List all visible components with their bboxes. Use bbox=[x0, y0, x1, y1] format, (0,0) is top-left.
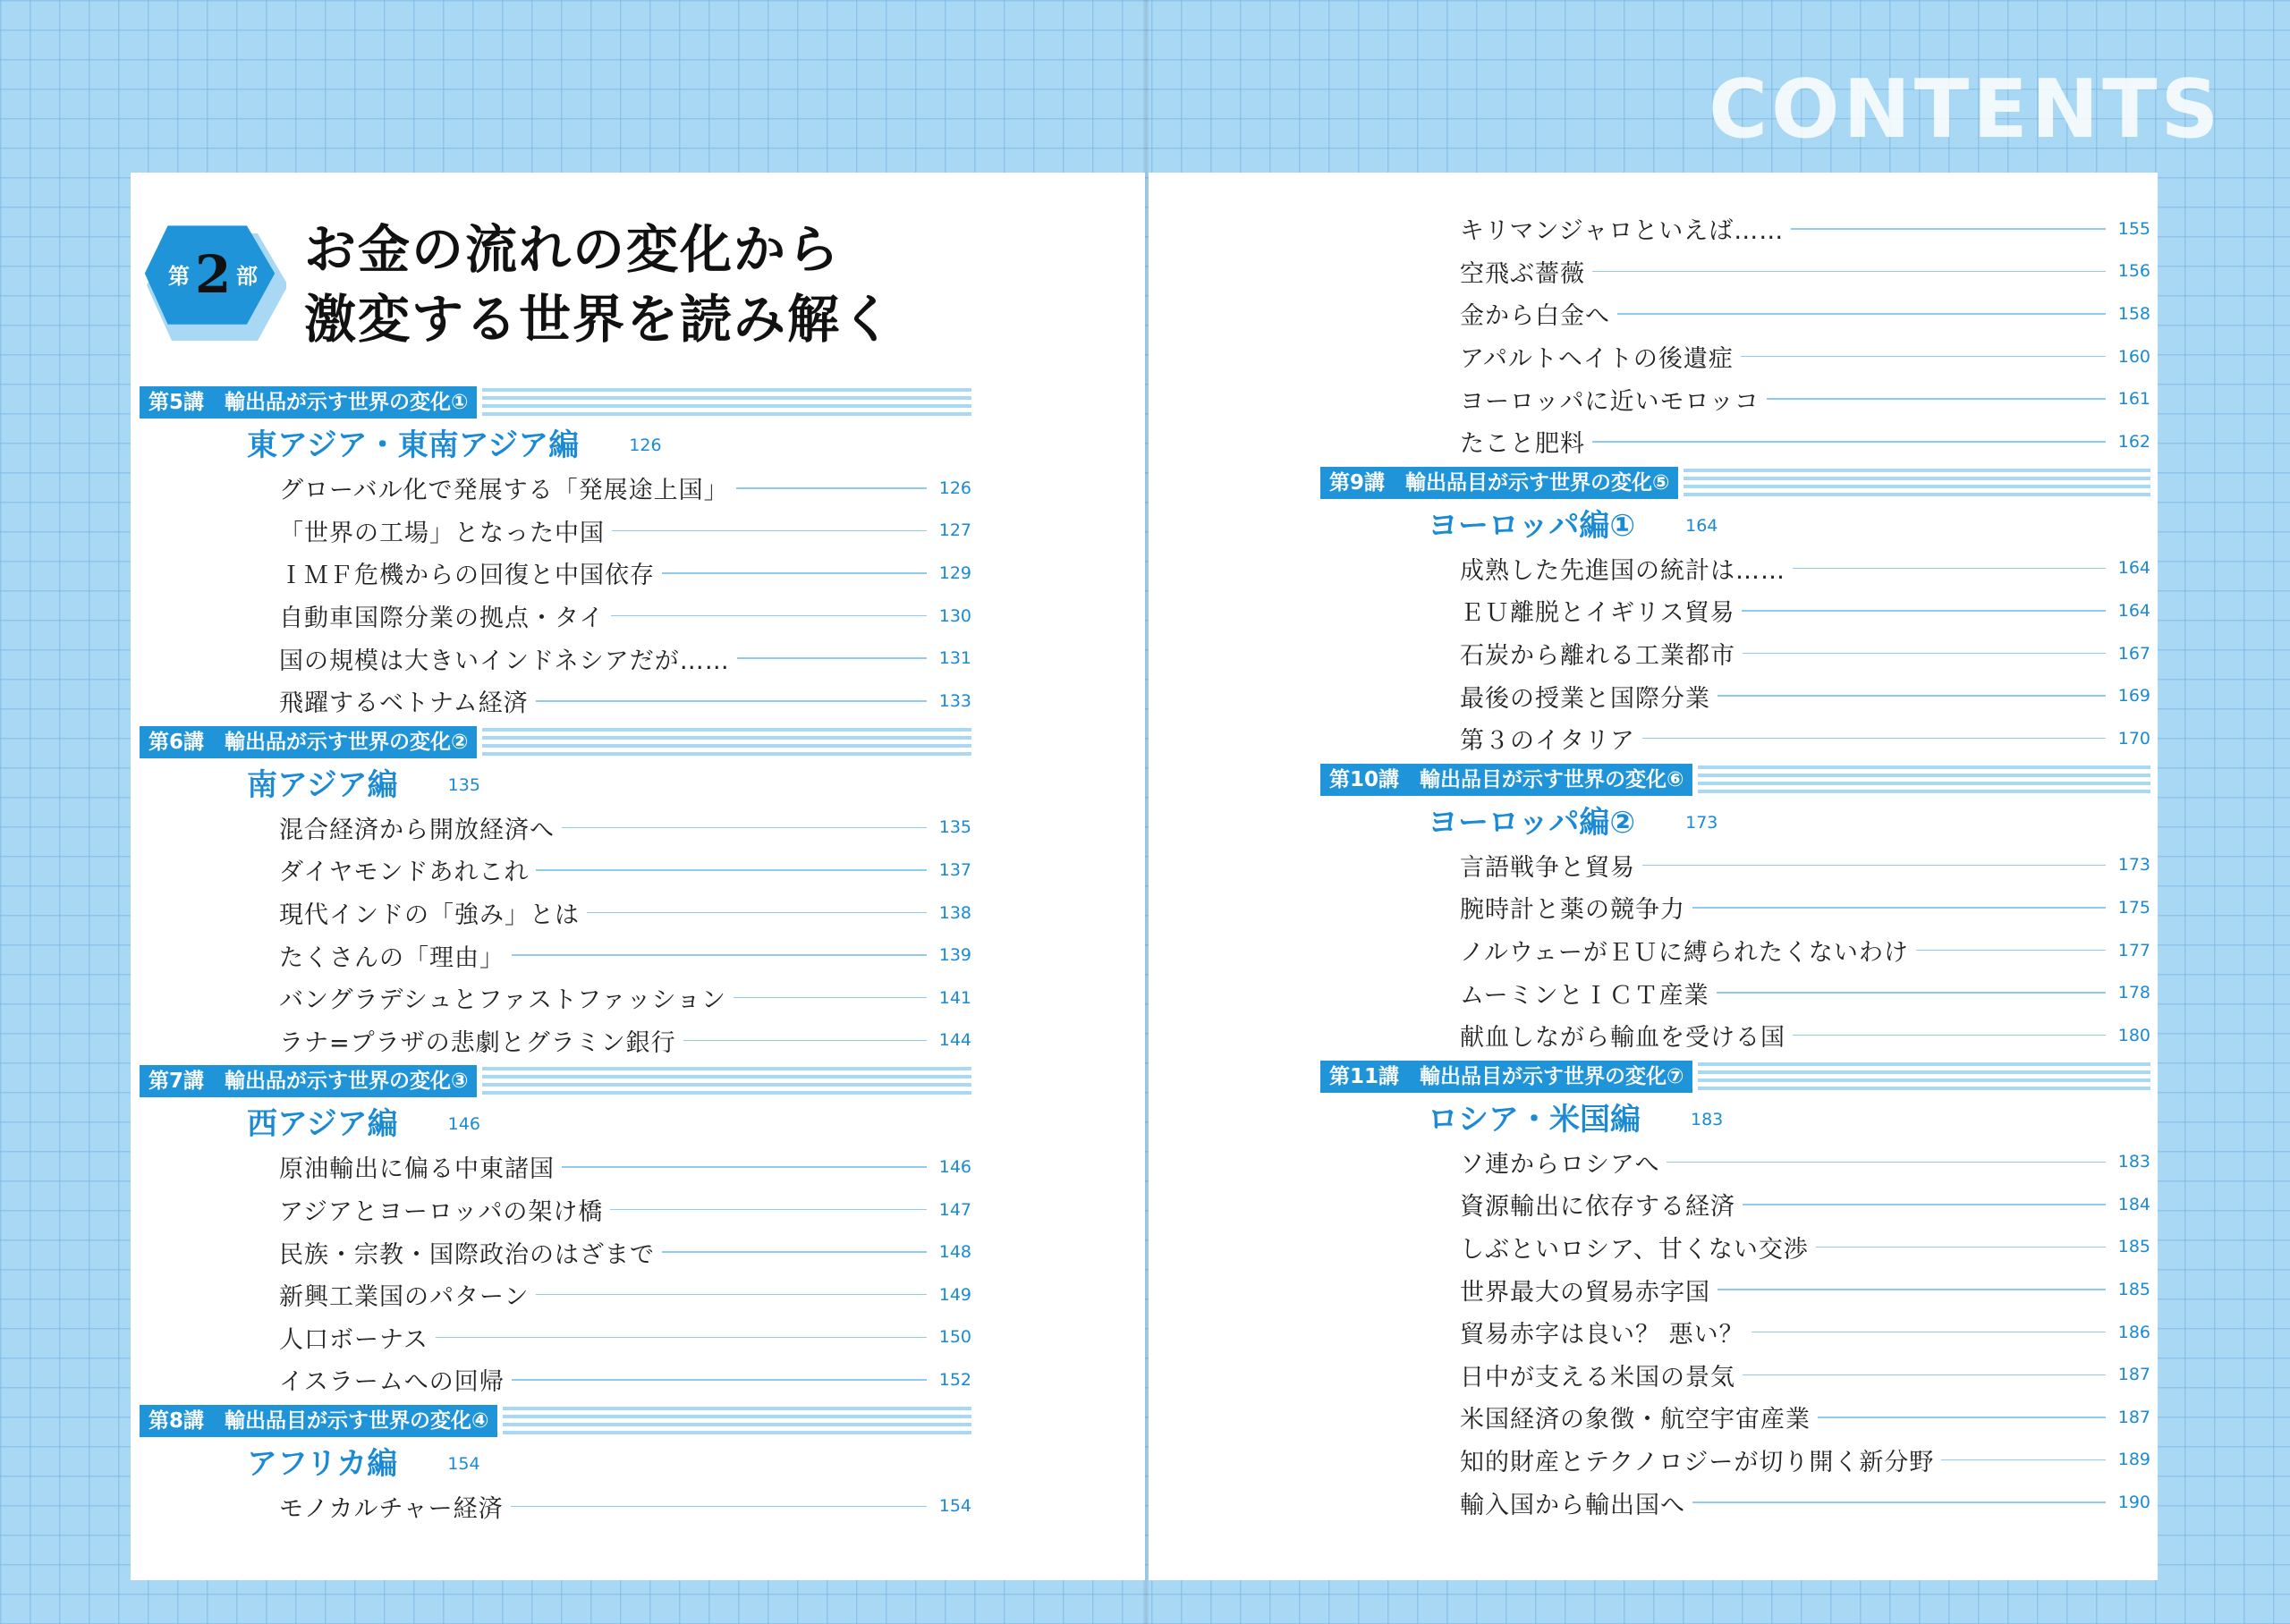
toc-leader-line bbox=[1592, 271, 2106, 273]
toc-entry[interactable] bbox=[1320, 886, 2150, 929]
toc-entry[interactable] bbox=[1320, 292, 2150, 335]
toc-entry-title: ラナ=プラザの悲劇とグラミン銀行 bbox=[279, 1028, 676, 1057]
toc-entry-title: 石炭から離れる工業都市 bbox=[1460, 642, 1735, 671]
toc-entry-title: 飛躍するベトナム経済 bbox=[279, 689, 529, 718]
toc-entry-title: 日中が支える米国の景気 bbox=[1460, 1363, 1735, 1391]
toc-leader-line bbox=[1718, 1289, 2106, 1290]
toc-entry[interactable] bbox=[140, 1188, 971, 1231]
left-toc-column bbox=[140, 383, 971, 1527]
toc-entry-page: 167 bbox=[2117, 643, 2150, 664]
region-name: 東アジア・東南アジア編 bbox=[247, 427, 580, 463]
toc-leader-line bbox=[1743, 1204, 2106, 1205]
toc-entry-title: 第３のイタリア bbox=[1460, 727, 1635, 756]
toc-entry-page: 185 bbox=[2117, 1237, 2150, 1257]
toc-entry-title: 貿易赤字は良い？ 悪い？ bbox=[1460, 1321, 1744, 1349]
region-page: 154 bbox=[447, 1453, 480, 1474]
toc-entry-page: 152 bbox=[938, 1369, 971, 1390]
toc-entry-title: 米国経済の象徴・航空宇宙産業 bbox=[1460, 1406, 1811, 1434]
toc-entry[interactable] bbox=[1320, 1353, 2150, 1396]
part-number: 2 bbox=[195, 244, 232, 305]
toc-leader-line bbox=[1767, 398, 2106, 400]
lecture-header bbox=[140, 1405, 971, 1442]
toc-entry-page: 173 bbox=[2117, 855, 2150, 875]
toc-entry[interactable] bbox=[1320, 207, 2150, 250]
toc-entry-page: 147 bbox=[938, 1199, 971, 1220]
lecture-stripe bbox=[1698, 1062, 2150, 1093]
toc-entry-title: ダイヤモンドあれこれ bbox=[279, 859, 530, 887]
toc-entry[interactable] bbox=[140, 892, 971, 935]
toc-leader-line bbox=[1818, 1417, 2106, 1418]
toc-leader-line bbox=[512, 954, 927, 956]
toc-entry-title: 献血しながら輸血を受ける国 bbox=[1460, 1024, 1785, 1053]
lecture-label: 第11講 輸出品目が示す世界の変化⑦ bbox=[1320, 1061, 1692, 1093]
lecture-stripe bbox=[1684, 469, 2150, 499]
region-name: ロシア・米国編 bbox=[1428, 1101, 1641, 1138]
toc-entry[interactable] bbox=[1320, 929, 2150, 972]
toc-entry-title: 原油輸出に偏る中東諸国 bbox=[279, 1155, 555, 1184]
toc-entry[interactable] bbox=[1320, 1481, 2150, 1524]
toc-entry-title: 知的財産とテクノロジーが切り開く新分野 bbox=[1460, 1448, 1935, 1476]
toc-leader-line bbox=[536, 1294, 927, 1296]
toc-entry-title: 民族・宗教・国際政治のはざまで bbox=[279, 1240, 655, 1269]
toc-entry-page: 126 bbox=[938, 478, 971, 498]
toc-leader-line bbox=[612, 530, 927, 532]
toc-leader-line bbox=[1791, 228, 2106, 230]
region-page: 173 bbox=[1685, 812, 1718, 833]
toc-entry-title: 新興工業国のパターン bbox=[279, 1283, 530, 1312]
part-title bbox=[304, 215, 895, 354]
lecture-label: 第8講 輸出品目が示す世界の変化④ bbox=[140, 1405, 497, 1437]
lecture-label: 第7講 輸出品が示す世界の変化③ bbox=[140, 1065, 477, 1097]
toc-entry-title: 自動車国際分業の拠点・タイ bbox=[279, 605, 605, 633]
region-heading bbox=[140, 424, 971, 467]
toc-entry-page: 146 bbox=[938, 1156, 971, 1177]
toc-entry-title: モノカルチャー経済 bbox=[279, 1494, 504, 1523]
region-name: ヨーロッパ編① bbox=[1428, 507, 1636, 544]
region-heading bbox=[1320, 1098, 2150, 1141]
toc-leader-line bbox=[1751, 1332, 2106, 1333]
toc-entry[interactable] bbox=[140, 680, 971, 723]
toc-entry[interactable] bbox=[1320, 674, 2150, 717]
toc-entry-title: ＩＭＦ危機からの回復と中国依存 bbox=[279, 562, 655, 590]
toc-entry-title: 混合経済から開放経済へ bbox=[279, 816, 555, 844]
toc-entry-title: 金から白金へ bbox=[1460, 302, 1610, 331]
toc-entry[interactable] bbox=[140, 934, 971, 977]
toc-leader-line bbox=[1916, 950, 2106, 952]
toc-leader-line bbox=[1742, 610, 2106, 612]
toc-leader-line bbox=[1743, 653, 2106, 655]
toc-leader-line bbox=[737, 657, 927, 659]
toc-leader-line bbox=[1743, 1374, 2106, 1376]
toc-entry[interactable] bbox=[140, 1019, 971, 1062]
lecture-header bbox=[1320, 467, 2150, 504]
toc-entry-title: ノルウェーがＥＵに縛られたくないわけ bbox=[1460, 939, 1909, 968]
part-title-line2: 激変する世界を読み解く bbox=[304, 289, 895, 350]
right-toc-column bbox=[1320, 207, 2150, 1524]
lecture-label: 第10講 輸出品目が示す世界の変化⑥ bbox=[1320, 764, 1692, 796]
lecture-stripe bbox=[503, 1407, 971, 1437]
toc-entry[interactable] bbox=[1320, 1396, 2150, 1439]
toc-entry[interactable] bbox=[140, 977, 971, 1019]
toc-leader-line bbox=[662, 572, 927, 574]
toc-entry-page: 148 bbox=[938, 1242, 971, 1263]
toc-entry-title: たこと肥料 bbox=[1460, 430, 1585, 459]
part-title-line1: お金の流れの変化から bbox=[304, 219, 842, 280]
lecture-stripe bbox=[482, 388, 971, 419]
toc-entry-page: 150 bbox=[938, 1327, 971, 1348]
toc-leader-line bbox=[1793, 1035, 2106, 1036]
region-name: ヨーロッパ編② bbox=[1428, 804, 1636, 841]
lecture-header bbox=[140, 726, 971, 764]
toc-entry-page: 187 bbox=[2117, 1365, 2150, 1385]
toc-leader-line bbox=[610, 1209, 927, 1211]
toc-entry[interactable] bbox=[1320, 1141, 2150, 1184]
toc-leader-line bbox=[1941, 1459, 2106, 1461]
toc-leader-line bbox=[734, 997, 927, 999]
lecture-stripe bbox=[482, 1067, 971, 1097]
toc-entry-page: 138 bbox=[938, 902, 971, 923]
toc-entry[interactable] bbox=[1320, 547, 2150, 590]
toc-leader-line bbox=[1816, 1247, 2106, 1248]
toc-entry-title: ＥＵ離脱とイギリス貿易 bbox=[1460, 599, 1735, 628]
toc-entry-page: 175 bbox=[2117, 897, 2150, 918]
toc-leader-line bbox=[1793, 568, 2106, 570]
toc-entry[interactable] bbox=[140, 552, 971, 595]
region-page: 183 bbox=[1691, 1109, 1724, 1129]
region-heading bbox=[140, 1103, 971, 1146]
region-name: 南アジア編 bbox=[247, 766, 398, 803]
toc-entry-page: 131 bbox=[938, 648, 971, 669]
toc-entry-page: 170 bbox=[2117, 728, 2150, 749]
toc-leader-line bbox=[683, 1040, 927, 1042]
lecture-stripe bbox=[482, 728, 971, 758]
region-page: 146 bbox=[447, 1114, 480, 1135]
toc-entry-title: グローバル化で発展する「発展途上国」 bbox=[279, 477, 729, 505]
contents-heading: CONTENTS bbox=[1709, 63, 2223, 156]
toc-entry-page: 164 bbox=[2117, 558, 2150, 579]
toc-entry-page: 187 bbox=[2117, 1407, 2150, 1427]
toc-entry[interactable] bbox=[1320, 250, 2150, 293]
toc-leader-line bbox=[1617, 313, 2106, 315]
toc-entry-title: ヨーロッパに近いモロッコ bbox=[1460, 387, 1760, 416]
toc-entry[interactable] bbox=[1320, 1014, 2150, 1057]
toc-entry-page: 141 bbox=[938, 987, 971, 1008]
toc-leader-line bbox=[1741, 356, 2106, 358]
toc-entry-page: 162 bbox=[2117, 431, 2150, 452]
toc-entry-page: 139 bbox=[938, 945, 971, 966]
region-page: 135 bbox=[447, 774, 480, 795]
toc-entry[interactable] bbox=[1320, 717, 2150, 760]
toc-leader-line bbox=[536, 869, 927, 871]
toc-leader-line bbox=[1592, 441, 2106, 443]
toc-entry-page: 133 bbox=[938, 690, 971, 711]
toc-entry-page: 184 bbox=[2117, 1194, 2150, 1214]
toc-entry[interactable] bbox=[1320, 632, 2150, 675]
toc-leader-line bbox=[512, 1379, 927, 1381]
region-heading bbox=[140, 764, 971, 807]
toc-entry-title: 腕時計と薬の競争力 bbox=[1460, 896, 1685, 925]
toc-entry-title: バングラデシュとファストファッション bbox=[279, 986, 726, 1015]
toc-entry-title: ソ連からロシアへ bbox=[1460, 1150, 1660, 1179]
toc-entry-page: 130 bbox=[938, 605, 971, 626]
toc-entry-page: 169 bbox=[2117, 686, 2150, 706]
toc-leader-line bbox=[736, 487, 927, 489]
toc-entry-page: 149 bbox=[938, 1284, 971, 1305]
toc-entry-page: 180 bbox=[2117, 1025, 2150, 1045]
toc-leader-line bbox=[562, 827, 927, 829]
toc-entry-title: 成熟した先進国の統計は…… bbox=[1460, 556, 1785, 585]
part-badge bbox=[143, 219, 286, 344]
toc-entry-title: 輸入国から輸出国へ bbox=[1460, 1491, 1685, 1519]
toc-entry-page: 137 bbox=[938, 859, 971, 880]
toc-entry-page: 144 bbox=[938, 1030, 971, 1051]
toc-entry-title: 世界最大の貿易赤字国 bbox=[1460, 1278, 1710, 1307]
toc-entry-page: 189 bbox=[2117, 1450, 2150, 1470]
lecture-header bbox=[1320, 764, 2150, 801]
toc-entry-page: 129 bbox=[938, 562, 971, 583]
region-page: 164 bbox=[1685, 515, 1718, 536]
region-heading bbox=[1320, 504, 2150, 547]
toc-entry-page: 135 bbox=[938, 817, 971, 838]
toc-entry-page: 164 bbox=[2117, 600, 2150, 621]
toc-entry[interactable] bbox=[140, 510, 971, 553]
toc-entry-title: 最後の授業と国際分業 bbox=[1460, 684, 1710, 713]
toc-leader-line bbox=[436, 1337, 927, 1339]
toc-entry-page: 178 bbox=[2117, 983, 2150, 1003]
toc-entry-title: 空飛ぶ薔薇 bbox=[1460, 259, 1585, 288]
toc-entry[interactable] bbox=[140, 1316, 971, 1359]
region-heading bbox=[1320, 801, 2150, 844]
toc-entry-title: 資源輸出に依存する経済 bbox=[1460, 1193, 1735, 1222]
toc-entry[interactable] bbox=[1320, 844, 2150, 887]
toc-entry-page: 190 bbox=[2117, 1493, 2150, 1513]
toc-entry-title: アジアとヨーロッパの架け橋 bbox=[279, 1198, 604, 1227]
lecture-label: 第9講 輸出品目が示す世界の変化⑤ bbox=[1320, 467, 1678, 499]
region-name: 西アジア編 bbox=[247, 1106, 398, 1143]
region-page: 126 bbox=[629, 436, 662, 455]
toc-entry[interactable] bbox=[1320, 589, 2150, 632]
lecture-label: 第6講 輸出品が示す世界の変化② bbox=[140, 726, 477, 758]
toc-entry-page: 127 bbox=[938, 520, 971, 541]
lecture-label: 第5講 輸出品が示す世界の変化① bbox=[140, 386, 477, 419]
toc-entry[interactable] bbox=[140, 1358, 971, 1401]
toc-entry[interactable] bbox=[1320, 420, 2150, 463]
toc-entry-page: 155 bbox=[2117, 218, 2150, 239]
toc-entry-page: 161 bbox=[2117, 389, 2150, 410]
toc-entry-page: 156 bbox=[2117, 261, 2150, 282]
lecture-header bbox=[140, 386, 971, 424]
toc-leader-line bbox=[1642, 738, 2106, 740]
toc-entry[interactable] bbox=[140, 849, 971, 892]
toc-entry[interactable] bbox=[140, 467, 971, 510]
toc-entry[interactable] bbox=[1320, 1183, 2150, 1226]
toc-entry[interactable] bbox=[1320, 1268, 2150, 1311]
toc-leader-line bbox=[1642, 865, 2106, 867]
toc-entry[interactable] bbox=[140, 807, 971, 850]
toc-leader-line bbox=[536, 700, 927, 702]
toc-entry[interactable] bbox=[1320, 1439, 2150, 1482]
toc-entry-title: 現代インドの「強み」とは bbox=[279, 901, 580, 930]
toc-entry-page: 177 bbox=[2117, 940, 2150, 960]
toc-entry[interactable] bbox=[1320, 1311, 2150, 1354]
toc-entry-title: キリマンジャロといえば…… bbox=[1460, 217, 1785, 246]
toc-entry[interactable] bbox=[140, 1231, 971, 1273]
toc-leader-line bbox=[1692, 907, 2106, 909]
toc-entry[interactable] bbox=[140, 1485, 971, 1528]
toc-entry-title: 国の規模は大きいインドネシアだが…… bbox=[279, 647, 730, 675]
region-name: アフリカ編 bbox=[247, 1445, 398, 1482]
toc-leader-line bbox=[1718, 695, 2106, 697]
toc-entry[interactable] bbox=[1320, 1226, 2150, 1269]
toc-leader-line bbox=[662, 1251, 927, 1253]
toc-entry-title: しぶといロシア、甘くない交渉 bbox=[1460, 1235, 1809, 1264]
toc-entry-page: 158 bbox=[2117, 303, 2150, 324]
toc-entry[interactable] bbox=[140, 637, 971, 680]
toc-leader-line bbox=[611, 615, 927, 617]
toc-leader-line bbox=[1667, 1162, 2106, 1163]
toc-entry-page: 154 bbox=[938, 1496, 971, 1517]
toc-entry-title: イスラームへの回帰 bbox=[279, 1368, 505, 1397]
toc-entry-title: 人口ボーナス bbox=[279, 1325, 428, 1354]
toc-leader-line bbox=[1717, 992, 2106, 994]
toc-entry-page: 186 bbox=[2117, 1322, 2150, 1342]
region-heading bbox=[140, 1442, 971, 1485]
toc-entry[interactable] bbox=[1320, 971, 2150, 1014]
toc-entry[interactable] bbox=[140, 1146, 971, 1188]
lecture-stripe bbox=[1698, 765, 2150, 796]
toc-leader-line bbox=[511, 1506, 927, 1508]
lecture-header bbox=[1320, 1061, 2150, 1098]
part-prefix: 第 bbox=[168, 264, 190, 289]
part-suffix: 部 bbox=[236, 264, 258, 289]
toc-entry[interactable] bbox=[140, 1273, 971, 1316]
toc-entry[interactable] bbox=[1320, 377, 2150, 420]
toc-leader-line bbox=[1692, 1501, 2106, 1503]
toc-entry-title: 言語戦争と貿易 bbox=[1460, 853, 1635, 882]
toc-entry-title: たくさんの「理由」 bbox=[279, 943, 505, 972]
lecture-header bbox=[140, 1065, 971, 1103]
toc-entry-title: 「世界の工場」となった中国 bbox=[279, 519, 605, 547]
toc-entry-title: ムーミンとＩＣＴ産業 bbox=[1460, 981, 1709, 1010]
toc-entry[interactable] bbox=[140, 595, 971, 638]
toc-entry-page: 183 bbox=[2117, 1152, 2150, 1172]
toc-entry-title: アパルトヘイトの後遺症 bbox=[1460, 345, 1734, 374]
toc-entry-page: 185 bbox=[2117, 1280, 2150, 1300]
toc-entry-page: 160 bbox=[2117, 346, 2150, 367]
toc-leader-line bbox=[562, 1166, 927, 1168]
toc-leader-line bbox=[587, 912, 927, 914]
toc-entry[interactable] bbox=[1320, 335, 2150, 378]
